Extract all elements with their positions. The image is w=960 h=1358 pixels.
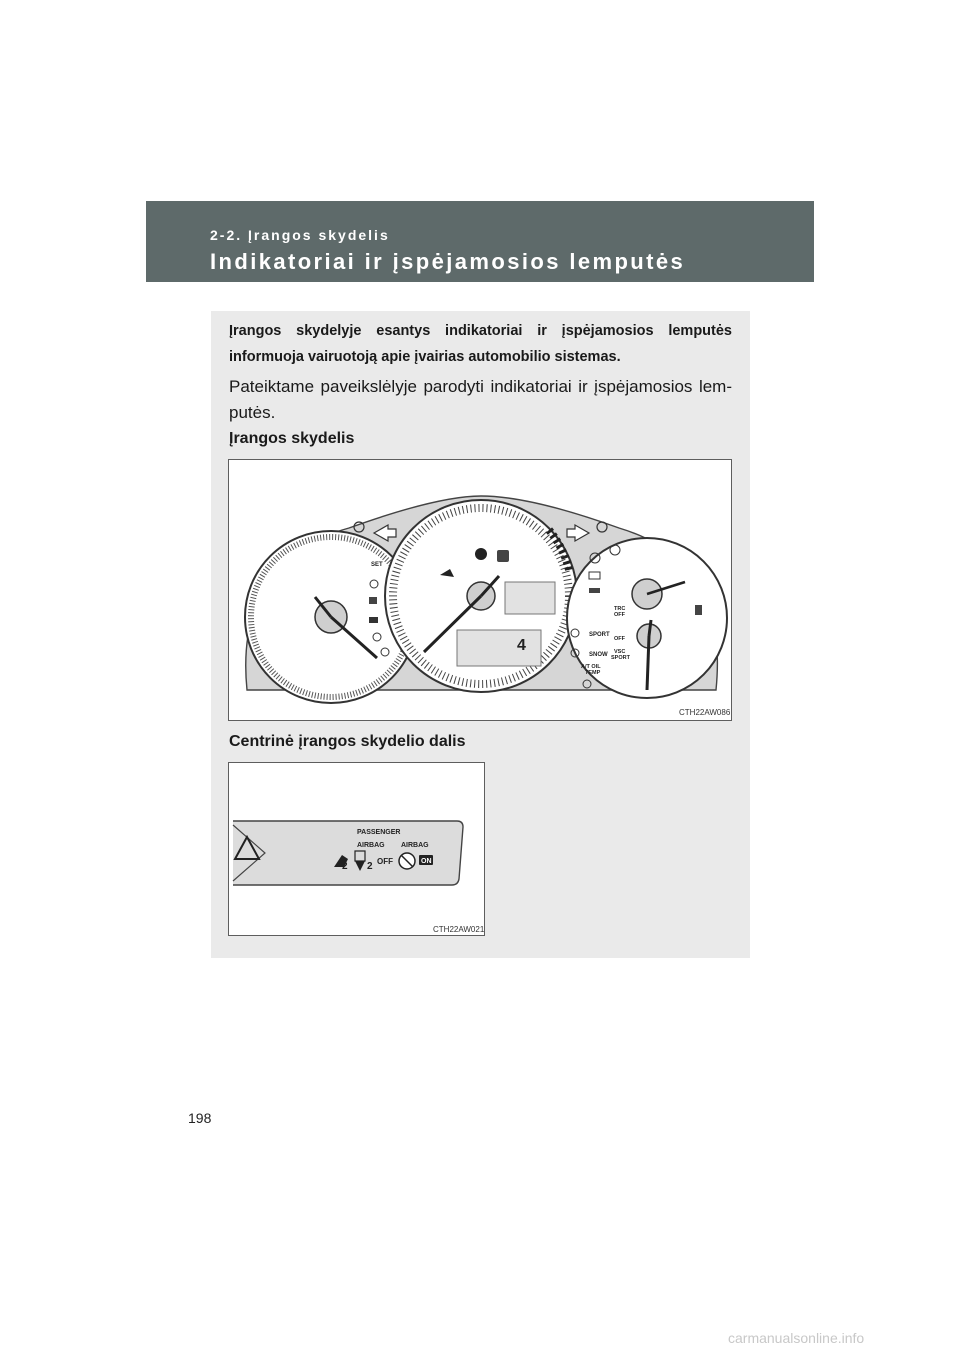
trc-label: TRC <box>614 606 626 612</box>
intro-bold-paragraph: Įrangos skydelyje esantys indikatoriai ir įspėjamosios lemputės informuoja vairuotoją apie įvairias automobilio sistemas. <box>229 323 732 365</box>
right-gauge-needle-fuel <box>647 636 649 690</box>
figure1-heading: Įrangos skydelis <box>229 430 355 447</box>
svg-text:2: 2 <box>342 861 348 872</box>
off-label: OFF <box>377 857 393 866</box>
snow-label: SNOW <box>589 652 608 658</box>
intro-paragraph: Pateiktame paveikslėlyje parodyti indikatoriai ir įspėjamosios lem-putės. <box>229 377 732 422</box>
instrument-cluster-figure <box>228 459 732 721</box>
set-label: SET <box>371 562 383 568</box>
page-title: Indikatoriai ir įspėjamosios lemputės <box>210 249 686 274</box>
trc-off-label: OFF <box>614 612 625 618</box>
watermark: carmanualsonline.info <box>728 1330 865 1346</box>
content-panel <box>211 311 750 958</box>
vsc-sport-label: SPORT <box>611 655 630 661</box>
center-display-top <box>505 582 555 614</box>
instrument-cluster-illustration <box>229 460 731 720</box>
figure1-code: CTH22AW086 <box>679 708 731 717</box>
page-number: 198 <box>188 1110 212 1126</box>
center-display-bottom <box>457 630 541 666</box>
figure2-heading: Centrinė įrangos skydelio dalis <box>229 733 466 750</box>
airbag-indicator-strip <box>233 821 463 885</box>
temp-label: TEMP <box>585 670 601 676</box>
section-label: 2-2. Įrangos skydelis <box>210 227 390 243</box>
passenger-airbag-illustration <box>229 763 484 935</box>
section-header <box>146 201 814 282</box>
airbag-right-label: AIRBAG <box>401 842 429 849</box>
gear-digit: 4 <box>517 637 526 654</box>
passenger-label: PASSENGER <box>357 829 401 836</box>
airbag-left-label: AIRBAG <box>357 842 385 849</box>
on-label: ON <box>421 858 432 865</box>
at-oil-label: A/T OIL <box>581 664 601 670</box>
svg-text:2: 2 <box>367 861 373 872</box>
center-panel-figure <box>228 762 485 936</box>
vsc-label: VSC <box>614 649 626 655</box>
vsc-off-label: OFF <box>614 636 625 642</box>
figure2-code: CTH22AW021 <box>433 925 485 934</box>
sport-label: SPORT <box>589 632 610 638</box>
